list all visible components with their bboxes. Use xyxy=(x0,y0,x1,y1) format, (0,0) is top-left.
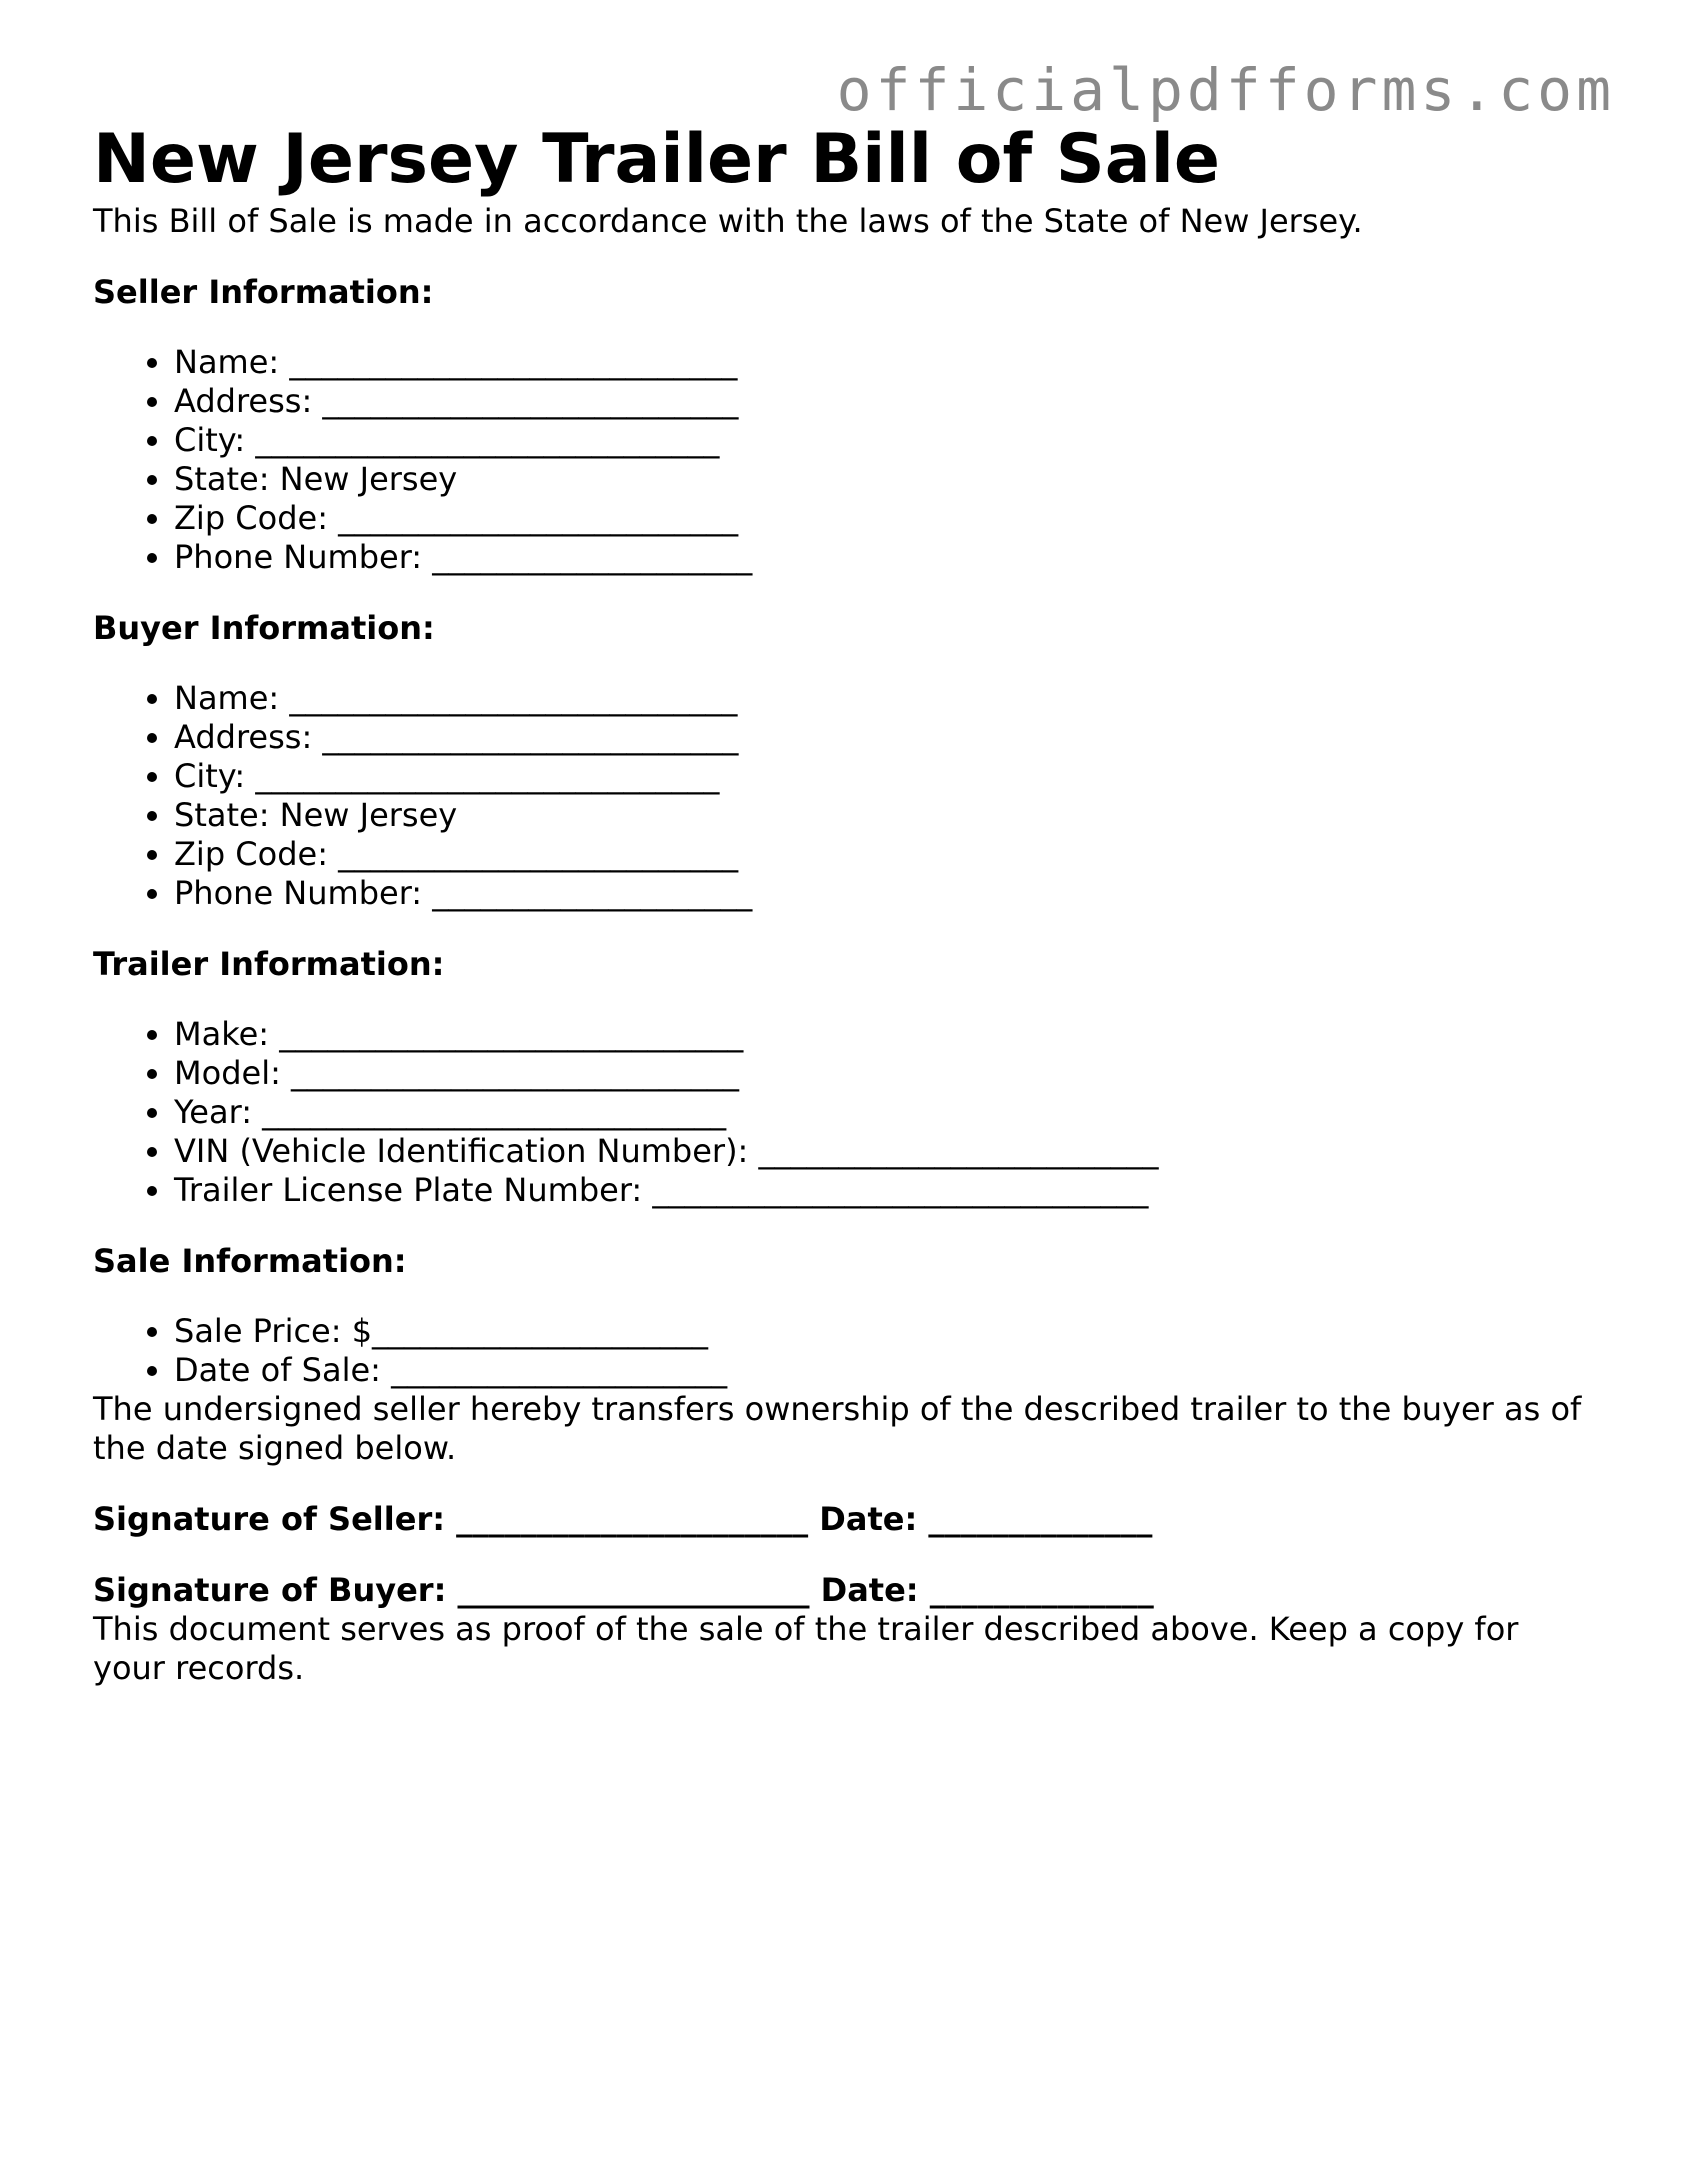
buyer-list xyxy=(93,679,1593,913)
trailer-model-field[interactable]: • Model: ____________________________ xyxy=(174,1054,1593,1093)
trailer-heading: Trailer Information: xyxy=(93,945,445,983)
transfer-statement: The undersigned seller hereby transfers ownership of the described trailer to the buyer as of the date signed below. xyxy=(93,1390,1582,1467)
sale-price-field[interactable]: • Sale Price: $_____________________ xyxy=(174,1312,1593,1351)
sale-list xyxy=(93,1312,1593,1390)
buyer-phone-field[interactable]: • Phone Number: ____________________ xyxy=(174,874,1593,913)
trailer-vin-field[interactable]: • VIN (Vehicle Identification Number): _________________________ xyxy=(174,1132,1593,1171)
trailer-year-field[interactable]: • Year: _____________________________ xyxy=(174,1093,1593,1132)
intro-text: This Bill of Sale is made in accordance with the laws of the State of New Jersey. xyxy=(93,202,1363,240)
seller-city-field[interactable]: • City: _____________________________ xyxy=(174,421,1593,460)
buyer-signature-line[interactable]: Signature of Buyer: ______________________ Date: ______________ xyxy=(93,1571,1154,1609)
seller-address-field[interactable]: • Address: __________________________ xyxy=(174,382,1593,421)
buyer-zip-field[interactable]: • Zip Code: _________________________ xyxy=(174,835,1593,874)
trailer-make-field[interactable]: • Make: _____________________________ xyxy=(174,1015,1593,1054)
watermark: officialpdfforms.com xyxy=(836,56,1615,124)
document-body xyxy=(93,118,1593,1688)
page-title: New Jersey Trailer Bill of Sale xyxy=(93,120,1221,199)
seller-list xyxy=(93,343,1593,577)
seller-zip-field[interactable]: • Zip Code: _________________________ xyxy=(174,499,1593,538)
buyer-name-field[interactable]: • Name: ____________________________ xyxy=(174,679,1593,718)
buyer-heading: Buyer Information: xyxy=(93,609,435,647)
closing-text: This document serves as proof of the sale of the trailer described above. Keep a copy for your records. xyxy=(93,1610,1519,1687)
seller-signature-line[interactable]: Signature of Seller: ______________________ Date: ______________ xyxy=(93,1500,1153,1538)
buyer-city-field[interactable]: • City: _____________________________ xyxy=(174,757,1593,796)
sale-heading: Sale Information: xyxy=(93,1242,407,1280)
sale-date-field[interactable]: • Date of Sale: _____________________ xyxy=(174,1351,1593,1390)
trailer-list xyxy=(93,1015,1593,1210)
seller-phone-field[interactable]: • Phone Number: ____________________ xyxy=(174,538,1593,577)
seller-heading: Seller Information: xyxy=(93,273,434,311)
trailer-plate-field[interactable]: • Trailer License Plate Number: _______________________________ xyxy=(174,1171,1593,1210)
seller-name-field[interactable]: • Name: ____________________________ xyxy=(174,343,1593,382)
seller-state: • State: New Jersey xyxy=(174,460,1593,499)
buyer-address-field[interactable]: • Address: __________________________ xyxy=(174,718,1593,757)
buyer-state: • State: New Jersey xyxy=(174,796,1593,835)
